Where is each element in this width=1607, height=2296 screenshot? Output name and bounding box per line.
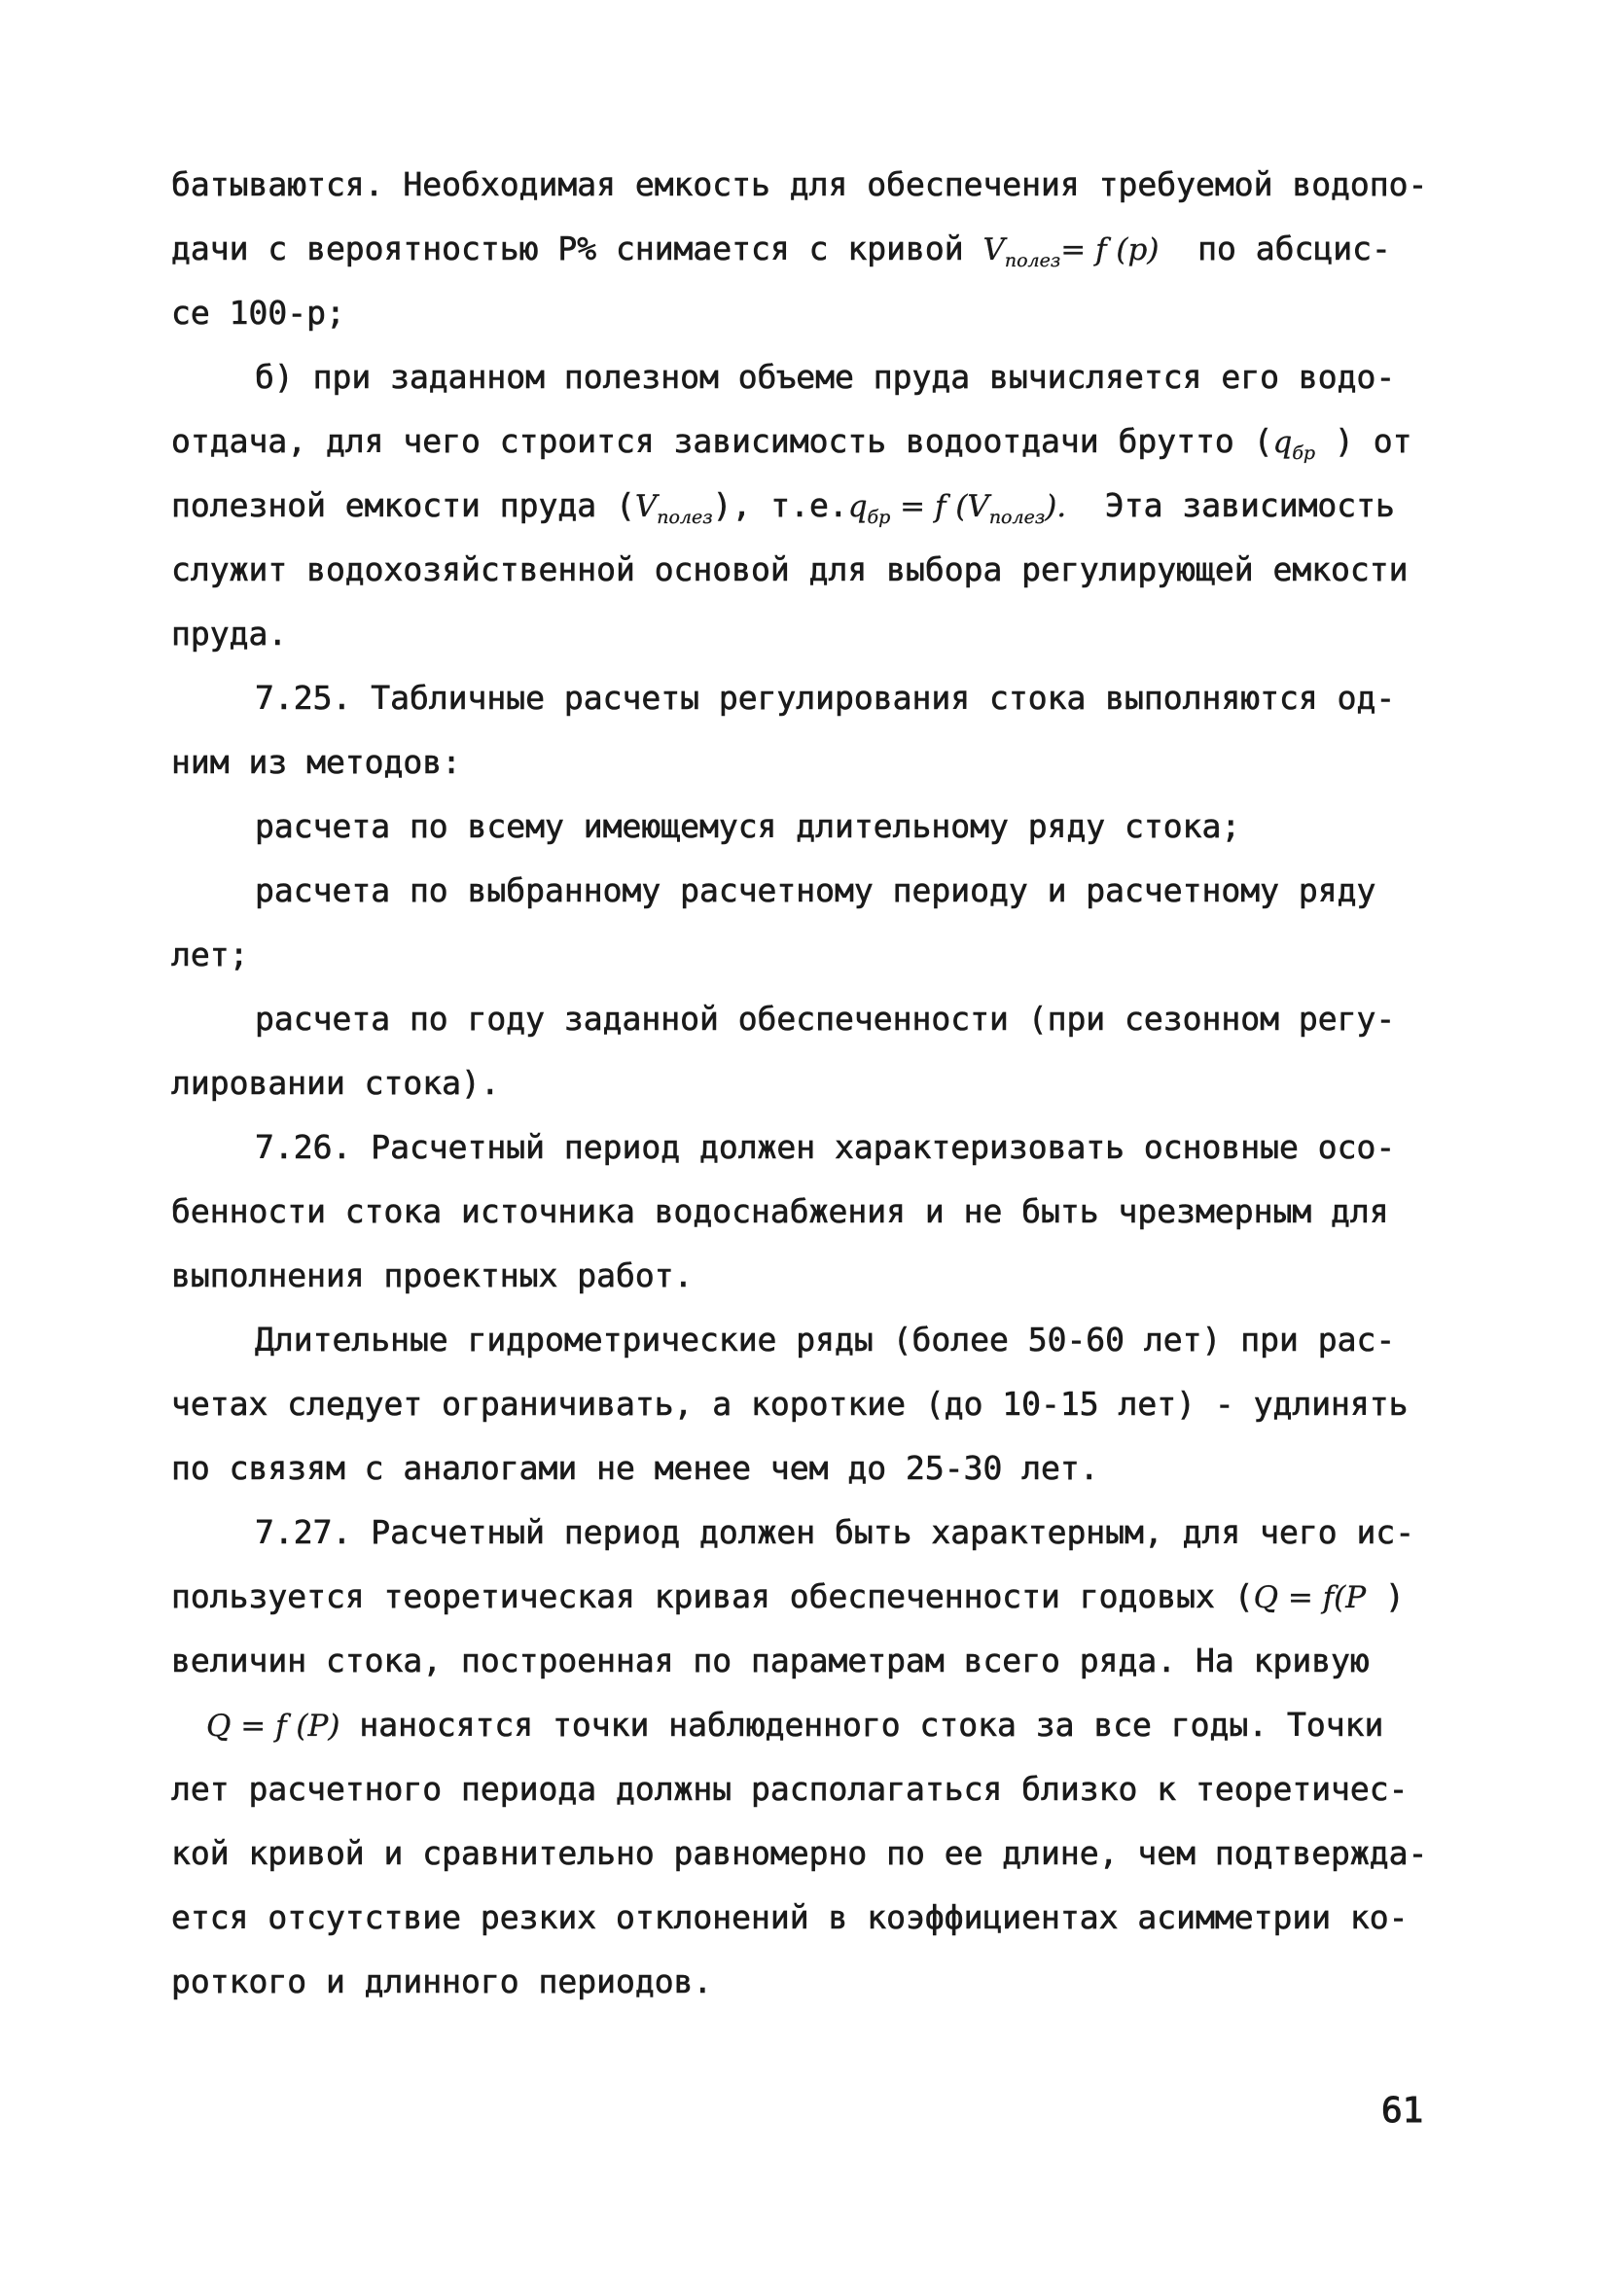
text-line: батываются. Необходимая емкость для обеспечения требуемой водопо-: [171, 165, 1428, 203]
text-line: бенности стока источника водоснабжения и не быть чрезмерным для: [171, 1192, 1389, 1230]
text-line: [206, 1706, 1383, 1746]
text-segment: наносятся точки наблюденного стока за все годы. Точки: [339, 1706, 1384, 1744]
formula-v-useful: $V_{полез}$: [634, 489, 713, 529]
text-line: служит водохозяйственной основой для выбора регулирующей емкости: [171, 550, 1409, 588]
text-line: ним из методов:: [171, 743, 462, 781]
text-segment: ), т.е.: [712, 486, 848, 524]
text-segment: Эта зависимость: [1066, 486, 1395, 524]
formula-q-of-p: Q = f (P): [206, 1709, 340, 1744]
text-line: лет;: [171, 936, 249, 973]
text-line: расчета по выбранному расчетному периоду и расчетному ряду: [255, 871, 1376, 909]
text-segment: по абсцис-: [1159, 230, 1391, 267]
text-line: се 100-р;: [171, 294, 345, 332]
text-segment: полезной емкости пруда (: [171, 486, 635, 524]
text-line: пруда.: [171, 615, 288, 653]
text-line: 7.27. Расчетный период должен быть характерным, для чего ис-: [255, 1513, 1415, 1551]
formula-q-gross: $q_{бр}$: [1272, 425, 1316, 465]
text-line: расчета по всему имеющемуся длительному ряду стока;: [255, 807, 1241, 845]
text-line: [171, 230, 1391, 280]
text-line: ется отсутствие резких отклонений в коэффициентах асимметрии ко-: [171, 1898, 1409, 1936]
text-segment: ) от: [1315, 422, 1412, 460]
text-line: лет расчетного периода должны располагаться близко к теоретичес-: [171, 1770, 1409, 1808]
text-line: роткого и длинного периодов.: [171, 1962, 713, 2000]
text-line: [171, 486, 1395, 537]
text-line: [171, 422, 1411, 473]
text-line: четах следует ограничивать, а короткие (до 10-15 лет) - удлинять: [171, 1385, 1409, 1423]
text-segment: пользуется теоретическая кривая обеспеченности годовых (: [171, 1577, 1254, 1615]
page-number: 61: [1381, 2091, 1424, 2131]
formula-v-useful: $V_{полез}= f$ (p): [982, 232, 1160, 272]
text-line: кой кривой и сравнительно равномерно по ее длине, чем подтвержда-: [171, 1834, 1428, 1872]
text-line: лировании стока).: [171, 1064, 500, 1102]
text-line: 7.25. Табличные расчеты регулирования стока выполняются од-: [255, 679, 1396, 717]
text-segment: ): [1366, 1577, 1405, 1615]
text-line: б) при заданном полезном объеме пруда вычисляется его водо-: [255, 358, 1396, 396]
text-line: [171, 1577, 1405, 1617]
text-line: по связям с аналогами не менее чем до 25-30 лет.: [171, 1449, 1099, 1487]
text-line: Длительные гидрометрические ряды (более 50-60 лет) при рас-: [255, 1321, 1396, 1359]
formula-q-of-v: $q_{бр} = f$ $(V_{полез})$.: [847, 489, 1067, 529]
formula-q-of-p: Q = f(P: [1253, 1580, 1367, 1615]
text-line: 7.26. Расчетный период должен характеризовать основные осо-: [255, 1128, 1396, 1166]
text-line: величин стока, построенная по параметрам всего ряда. На кривую: [171, 1642, 1370, 1679]
text-segment: дачи с вероятностью Р% снимается с кривой: [171, 230, 983, 267]
text-segment: отдача, для чего строится зависимость водоотдачи брутто (: [171, 422, 1273, 460]
text-line: расчета по году заданной обеспеченности (при сезонном регу-: [255, 1000, 1396, 1038]
text-line: выполнения проектных работ.: [171, 1256, 694, 1294]
